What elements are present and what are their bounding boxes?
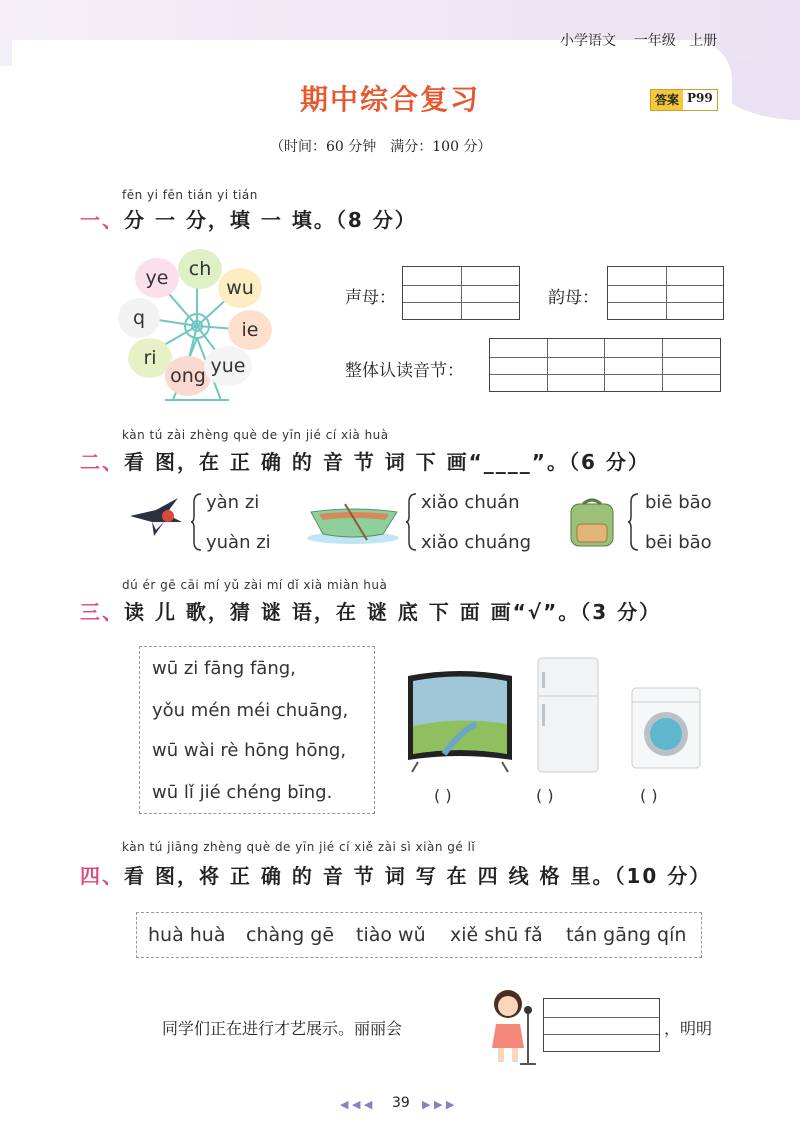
swallow-icon: [126, 492, 186, 542]
wheel-item-ye: ye: [135, 258, 179, 298]
option-xiaochuang[interactable]: xiǎo chuáng: [421, 532, 531, 553]
bracket-washer[interactable]: ( ): [640, 786, 658, 805]
tv-icon: [404, 668, 516, 774]
wheel-item-ri: ri: [128, 338, 172, 378]
section2-number: 二、: [80, 450, 124, 474]
section2-title-text: 看 图，在 正 确 的 音 节 词 下 画“____”。（6 分）: [124, 450, 650, 474]
four-line-writing-grid[interactable]: [543, 998, 660, 1052]
section3-title-text: 读 儿 歌，猜 谜 语，在 谜 底 下 面 画“√”。（3 分）: [124, 600, 662, 624]
boat-icon: [305, 496, 401, 546]
section4-number: 四、: [80, 864, 124, 888]
section1-pinyin: fēn yi fēn tián yi tián: [122, 188, 258, 202]
backpack-icon: [563, 496, 621, 550]
poem-line-4: wū lǐ jié chéng bīng.: [152, 782, 333, 803]
bracket-tv[interactable]: ( ): [434, 786, 452, 805]
singing-girl-icon: [484, 986, 540, 1066]
wheel-item-yue: yue: [204, 346, 252, 386]
shengmu-answer-grid[interactable]: [402, 266, 520, 320]
page-title: 期中综合复习: [300, 83, 481, 116]
header-subject-text: 小学语文: [560, 33, 616, 49]
answer-badge[interactable]: [650, 89, 718, 111]
option-beibao[interactable]: bēi bāo: [645, 532, 712, 553]
poem-line-1: wū zi fāng fāng,: [152, 658, 296, 679]
option-yuanzi[interactable]: yuàn zi: [206, 532, 271, 553]
word-xieshufa: xiě shū fǎ: [450, 924, 543, 946]
option-biebao[interactable]: biē bāo: [645, 492, 712, 513]
poem-line-2: yǒu mén méi chuāng,: [152, 700, 349, 721]
page-number: 39: [392, 1095, 410, 1111]
fridge-icon: [536, 656, 600, 774]
word-changge: chàng gē: [246, 924, 335, 946]
section1-title-text: 分 一 分，填 一 填。（8 分）: [124, 208, 417, 232]
zhengti-answer-grid[interactable]: [489, 338, 721, 392]
option-xiaochuan[interactable]: xiǎo chuán: [421, 492, 520, 513]
wheel-item-q: q: [118, 298, 160, 338]
wheel-item-ch: ch: [178, 249, 222, 289]
answer-badge-label: 答案: [651, 90, 683, 110]
answer-badge-page: P99: [683, 90, 717, 110]
header-grade: 一年级: [633, 33, 676, 49]
page-prev-arrows[interactable]: ◀ ◀ ◀: [340, 1098, 373, 1111]
yunmu-answer-grid[interactable]: [607, 266, 724, 320]
shengmu-label: 声母：: [345, 288, 396, 308]
sentence-start: 同学们正在进行才艺展示。丽丽会: [162, 1019, 403, 1038]
zhengti-label: 整体认读音节：: [345, 361, 464, 381]
page-next-arrows[interactable]: ▶ ▶ ▶: [422, 1098, 455, 1111]
section4-pinyin: kàn tú jiāng zhèng què de yīn jié cí xiě zài sì xiàn gé lǐ: [122, 840, 476, 854]
option-yanzi[interactable]: yàn zi: [206, 492, 260, 513]
time-info: （时间：60 分钟 满分：100 分）: [270, 139, 492, 155]
yunmu-label: 韵母：: [548, 288, 599, 308]
section2-pinyin: kàn tú zài zhèng què de yīn jié cí xià huà: [122, 428, 389, 442]
wheel-item-ie: ie: [228, 310, 272, 350]
header-term: 上册: [689, 33, 718, 49]
header-subject: [560, 30, 717, 50]
section3-number: 三、: [80, 600, 124, 624]
bracket-fridge[interactable]: ( ): [536, 786, 554, 805]
washing-machine-icon: [630, 686, 702, 770]
wheel-item-wu: wu: [218, 268, 262, 308]
poem-line-3: wū wài rè hōng hōng,: [152, 740, 347, 761]
section1-number: 一、: [80, 208, 124, 232]
word-tiaowu: tiào wǔ: [356, 924, 426, 946]
section4-title-text: 看 图，将 正 确 的 音 节 词 写 在 四 线 格 里。（10 分）: [124, 864, 712, 888]
brace-3: [627, 492, 639, 552]
word-tanganqin: tán gāng qín: [566, 924, 687, 946]
section1-title: [80, 204, 417, 233]
section2-title: [80, 446, 650, 475]
section4-title: [80, 860, 711, 889]
word-huahua: huà huà: [148, 924, 226, 946]
wheel-item-ong: ong: [165, 356, 211, 396]
sentence-end: ，明明: [664, 1019, 713, 1038]
section3-pinyin: dú ér gē cāi mí yǔ zài mí dǐ xià miàn huà: [122, 578, 388, 592]
brace-1: [190, 492, 202, 552]
section3-title: [80, 596, 661, 625]
brace-2: [405, 492, 417, 552]
